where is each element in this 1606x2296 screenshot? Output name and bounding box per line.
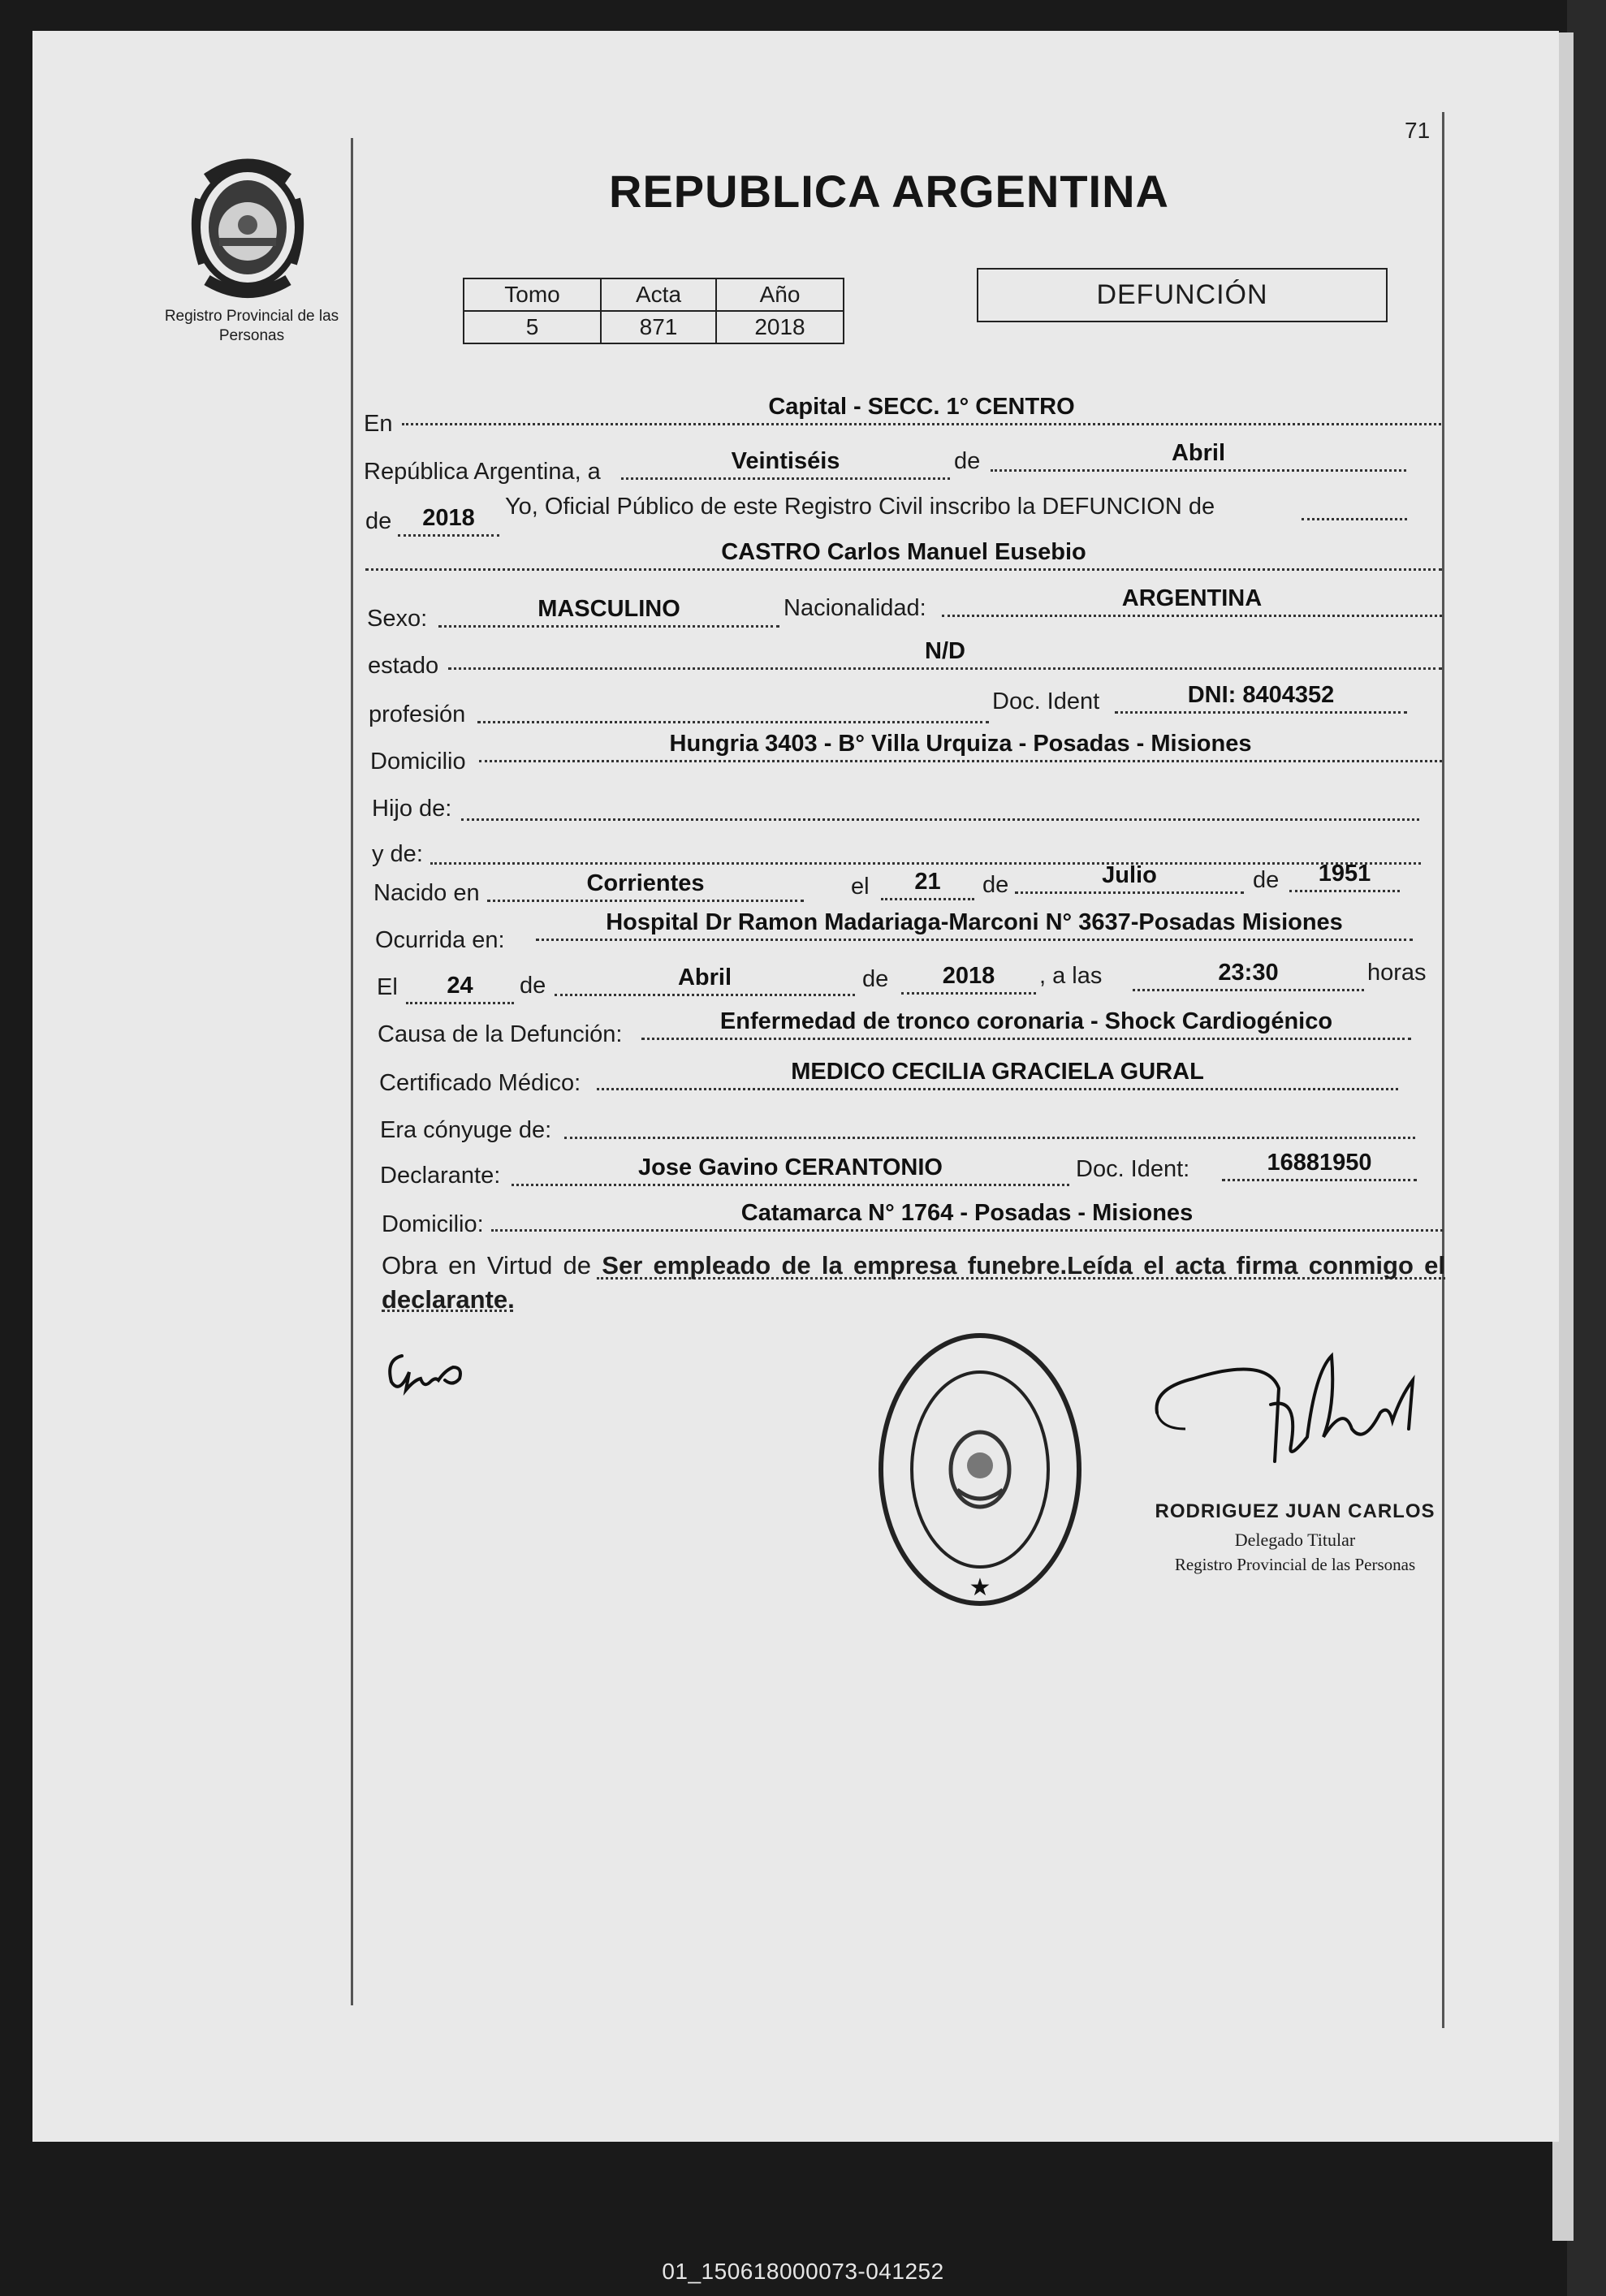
field-ocurrida-en: Hospital Dr Ramon Madariaga-Marconi N° 3637-Posadas Misiones: [536, 908, 1413, 941]
label-de-def2: de: [862, 966, 889, 992]
label-profesion: profesión: [369, 701, 466, 727]
field-def-mes: Abril: [555, 963, 855, 996]
province-coat-of-arms-icon: [183, 150, 313, 300]
record-table-cell: 871: [601, 311, 716, 343]
label-sexo: Sexo:: [367, 606, 428, 632]
label-a-las: , a las: [1039, 963, 1103, 989]
field-anio: 2018: [398, 503, 499, 537]
label-yo: Yo, Oficial Público de este Registro Civil inscribo la DEFUNCION de: [505, 494, 1215, 520]
file-identifier: 01_150618000073-041252: [662, 2259, 944, 2284]
field-mes: Abril: [991, 438, 1406, 472]
label-de-def1: de: [520, 973, 546, 999]
field-def-anio: 2018: [901, 961, 1036, 995]
registry-seal-icon: [873, 1327, 1088, 1612]
label-domicilio-declarante: Domicilio:: [382, 1211, 484, 1237]
label-el-cap: El: [377, 974, 398, 1000]
field-domicilio: Hungria 3403 - B° Villa Urquiza - Posadas - Misiones: [479, 729, 1442, 762]
registry-name: Registro Provincial de las Personas: [164, 308, 339, 344]
field-declarante: Jose Gavino CERANTONIO: [512, 1153, 1069, 1186]
label-de-nac2: de: [1253, 867, 1280, 893]
field-declarante-domicilio: Catamarca N° 1764 - Posadas - Misiones: [491, 1198, 1443, 1232]
field-blank-after-yo: [1302, 487, 1407, 520]
label-republica: República Argentina, a: [364, 459, 601, 485]
field-nac-dia: 21: [881, 867, 974, 900]
record-table: [463, 278, 844, 344]
signatory-role: Delegado Titular: [1234, 1530, 1356, 1550]
label-ocurrida-en: Ocurrida en:: [375, 927, 505, 953]
field-lugar: Capital - SECC. 1° CENTRO: [402, 392, 1441, 425]
right-margin-line: [1442, 112, 1444, 2028]
label-nacido-en: Nacido en: [373, 880, 480, 906]
label-declarante: Declarante:: [380, 1163, 501, 1189]
field-declarante-doc: 16881950: [1222, 1148, 1417, 1181]
label-doc-ident: Doc. Ident: [992, 688, 1100, 714]
label-conyuge: Era cónyuge de:: [380, 1117, 552, 1143]
label-doc-ident-declarante: Doc. Ident:: [1076, 1156, 1190, 1182]
field-sexo: MASCULINO: [438, 594, 779, 628]
label-en: En: [364, 411, 393, 437]
declarant-signature-icon: [382, 1331, 479, 1396]
document-title: REPUBLICA ARGENTINA: [609, 166, 1169, 217]
field-hijo-de: [461, 788, 1419, 821]
field-obra: Ser empleado de la empresa funebre.Leída el acta firma conmigo el declarante.: [382, 1251, 1445, 1314]
label-horas: horas: [1367, 960, 1427, 986]
field-nacido-en: Corrientes: [487, 869, 804, 902]
field-conyuge: [564, 1106, 1415, 1139]
field-estado: N/D: [448, 637, 1442, 670]
left-margin-line: [351, 138, 353, 2005]
field-y-de: [430, 831, 1421, 865]
label-obra: Obra en Virtud de: [382, 1251, 592, 1280]
record-table-cell: 2018: [716, 311, 844, 343]
field-def-dia: 24: [406, 971, 514, 1004]
field-nac-mes: Julio: [1015, 861, 1244, 894]
record-table-header: Tomo: [464, 278, 601, 311]
label-domicilio: Domicilio: [370, 749, 466, 775]
record-table-header: Año: [716, 278, 844, 311]
signatory-name: RODRIGUEZ JUAN CARLOS: [1155, 1500, 1435, 1522]
field-nac-anio: 1951: [1289, 859, 1400, 892]
field-certificado: MEDICO CECILIA GRACIELA GURAL: [597, 1057, 1398, 1090]
label-de: de: [954, 448, 981, 474]
label-y-de: y de:: [372, 841, 423, 867]
record-table-header: Acta: [601, 278, 716, 311]
label-causa: Causa de la Defunción:: [378, 1021, 623, 1047]
label-estado: estado: [368, 653, 439, 679]
label-certificado: Certificado Médico:: [379, 1070, 581, 1096]
field-dni: DNI: 8404352: [1115, 680, 1407, 714]
record-table-cell: 5: [464, 311, 601, 343]
field-nacionalidad: ARGENTINA: [942, 584, 1442, 617]
label-nacionalidad: Nacionalidad:: [784, 595, 926, 621]
field-nombre: CASTRO Carlos Manuel Eusebio: [365, 537, 1442, 571]
field-def-hora: 23:30: [1133, 958, 1364, 991]
field-dia-letras: Veintiséis: [621, 447, 950, 480]
label-de-nac1: de: [982, 872, 1009, 898]
label-de2: de: [365, 508, 392, 534]
label-el: el: [851, 874, 870, 900]
signatory-office: Registro Provincial de las Personas: [1174, 1555, 1416, 1574]
svg-text:★: ★: [969, 1574, 991, 1601]
page-number: 71: [1405, 118, 1431, 143]
record-type-box: DEFUNCIÓN: [977, 268, 1388, 322]
obra-text: [382, 1249, 1445, 1317]
label-hijo-de: Hijo de:: [372, 796, 452, 822]
field-profesion: [477, 690, 989, 723]
official-signature-icon: [1145, 1340, 1453, 1486]
field-causa: Enfermedad de tronco coronaria - Shock Cardiogénico: [641, 1007, 1411, 1040]
